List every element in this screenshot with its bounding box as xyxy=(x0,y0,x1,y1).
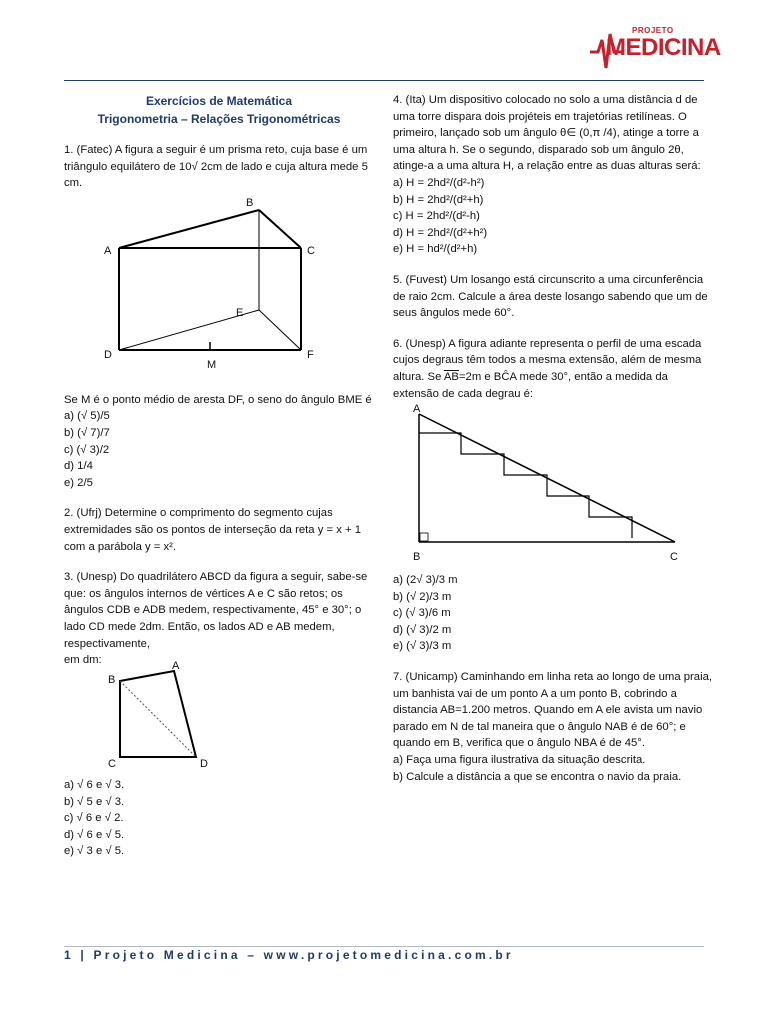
q1-option-b: b) (√ 7)/7 xyxy=(64,426,110,439)
right-angle-mark xyxy=(420,533,428,541)
q6-option-d: d) (√ 3)/2 m xyxy=(393,623,452,636)
spacer xyxy=(64,555,374,569)
q7-item-a: a) Faça uma figura ilustrativa da situação descrita. xyxy=(393,754,646,767)
q6-ab-segment: $\overline{AB}$ xyxy=(443,370,459,383)
label-F: F xyxy=(307,348,314,361)
q7-item-b: b) Calcule a distância a que se encontra o navio da praia. xyxy=(393,770,682,783)
label-A: A xyxy=(104,244,112,257)
q6-option-a: a) (2√ 3)/3 m xyxy=(393,574,458,587)
diagonal-BD xyxy=(120,681,196,757)
q4-option-d: d) H = 2hd²/(d²+h²) xyxy=(393,226,488,239)
q4-option-c: c) H = 2hd²/(d²-h) xyxy=(393,210,480,223)
left-column xyxy=(64,92,374,860)
logo-main-text: MEDICINA xyxy=(606,34,721,61)
q3-option-a: a) √ 6 e √ 3. xyxy=(64,779,125,792)
footer-rule xyxy=(64,946,704,947)
q6-option-e: e) (√ 3)/3 m xyxy=(393,640,452,653)
q4-option-e: e) H = hd²/(d²+h) xyxy=(393,243,478,256)
question-4-text: 4. (Ita) Um dispositivo colocado no solo a uma distância d de uma torre dispara dois projéteis em trajetórias retilíneas. O primeiro, lançado sob um ângulo θ∈ (0,π /4), atinge a torre a uma altura h. Se o segundo, disparado sob um ângulo 2θ, atinge-a a uma altura H, a relação entre as duas alturas será: xyxy=(393,94,701,173)
prism-figure xyxy=(64,192,364,392)
right-column xyxy=(393,92,713,785)
spacer xyxy=(393,258,713,272)
staircase-figure xyxy=(393,402,693,572)
q4-option-b: b) H = 2hd²/(d²+h) xyxy=(393,193,484,206)
question-6-text xyxy=(393,336,713,402)
q1-option-d: d) 1/4 xyxy=(64,460,93,473)
q3-option-b: b) √ 5 e √ 3. xyxy=(64,795,125,808)
q6-option-b: b) (√ 2)/3 m xyxy=(393,590,452,603)
q3-option-d: d) √ 6 e √ 5. xyxy=(64,828,125,841)
label-C: C xyxy=(670,551,678,564)
label-B: B xyxy=(246,196,254,209)
spacer xyxy=(64,128,374,142)
stair-steps xyxy=(419,433,632,538)
q3-option-e: e) √ 3 e √ 5. xyxy=(64,845,125,858)
label-A: A xyxy=(413,403,421,416)
question-2-text: 2. (Ufrj) Determine o comprimento do segmento cujas extremidades são os pontos de interseção da reta y = x + 1 com a parábola y = x². xyxy=(64,507,362,553)
question-1-text: 1. (Fatec) A figura a seguir é um prisma reto, cuja base é um triângulo equilátero de 10√ 2cm de lado e cuja altura mede 5 cm. xyxy=(64,144,368,190)
label-C: C xyxy=(307,244,315,257)
q4-option-a: a) H = 2hd²/(d²-h²) xyxy=(393,176,485,189)
edge-AB xyxy=(119,210,259,248)
spacer xyxy=(393,322,713,336)
label-D: D xyxy=(104,348,112,361)
question-7-text: 7. (Unicamp) Caminhando em linha reta ao longo de uma praia, um banhista vai de um ponto A a um ponto B, cobrindo a distancia AB=1.200 metros. Quando em A ele avista um navio parado em N de tal maneira que o ângulo NAB é de 60°; e quando em B, verifica que o ângulo NBA é de 45°. xyxy=(393,671,712,750)
q1-option-a: a) (√ 5)/5 xyxy=(64,410,110,423)
projeto-medicina-logo xyxy=(588,24,721,80)
question-3-text-cut: em dm: xyxy=(64,654,102,667)
page-title: Exercícios de Matemática xyxy=(145,94,293,108)
edge-BC xyxy=(259,210,301,248)
question-5-text: 5. (Fuvest) Um losango está circunscrito a uma circunferência de raio 2cm. Calcule a área deste losango sabendo que um de seus ângulos mede 60°. xyxy=(393,273,708,320)
q6-text-b: =2m e BĈA mede 30°, então a medida da extensão de cada degrau é: xyxy=(393,370,668,400)
q3-option-c: c) √ 6 e √ 2. xyxy=(64,812,124,825)
label-C: C xyxy=(108,758,116,771)
quadrilateral-ABCD xyxy=(120,671,196,757)
label-M: M xyxy=(207,358,217,371)
spacer xyxy=(393,655,713,669)
q1-option-e: e) 2/5 xyxy=(64,476,93,489)
label-E: E xyxy=(236,306,244,319)
q6-option-c: c) (√ 3)/6 m xyxy=(393,607,451,620)
label-B: B xyxy=(413,551,421,564)
q6-text-a: 6. (Unesp) A figura adiante representa o perfil de uma escada cujos degraus têm todos a mesma extensão, além de mesma altura. Se xyxy=(393,337,702,383)
header-rule xyxy=(64,80,704,81)
footer-text: 1 | Projeto Medicina – www.projetomedicina.com.br xyxy=(64,948,514,962)
q1-option-c: c) (√ 3)/2 xyxy=(64,443,110,456)
question-3-text: 3. (Unesp) Do quadrilátero ABCD da figura a seguir, sabe-se que: os ângulos internos de vértices A e C são retos; os ângulos CDB e ADB medem, respectivamente, 45° e 30°; o lado CD mede 2dm. Então, os lados AD e AB medem, respectivamente, xyxy=(64,571,368,650)
page-subtitle: Trigonometria – Relações Trigonométricas xyxy=(97,112,341,126)
edge-EF xyxy=(259,310,301,350)
label-A: A xyxy=(172,660,180,673)
label-B: B xyxy=(108,674,116,687)
question-1-prompt: Se M é o ponto médio de aresta DF, o seno do ângulo BME é xyxy=(64,393,372,406)
logo-top-text: PROJETO xyxy=(632,26,674,35)
spacer xyxy=(64,491,374,505)
label-D: D xyxy=(200,758,208,771)
